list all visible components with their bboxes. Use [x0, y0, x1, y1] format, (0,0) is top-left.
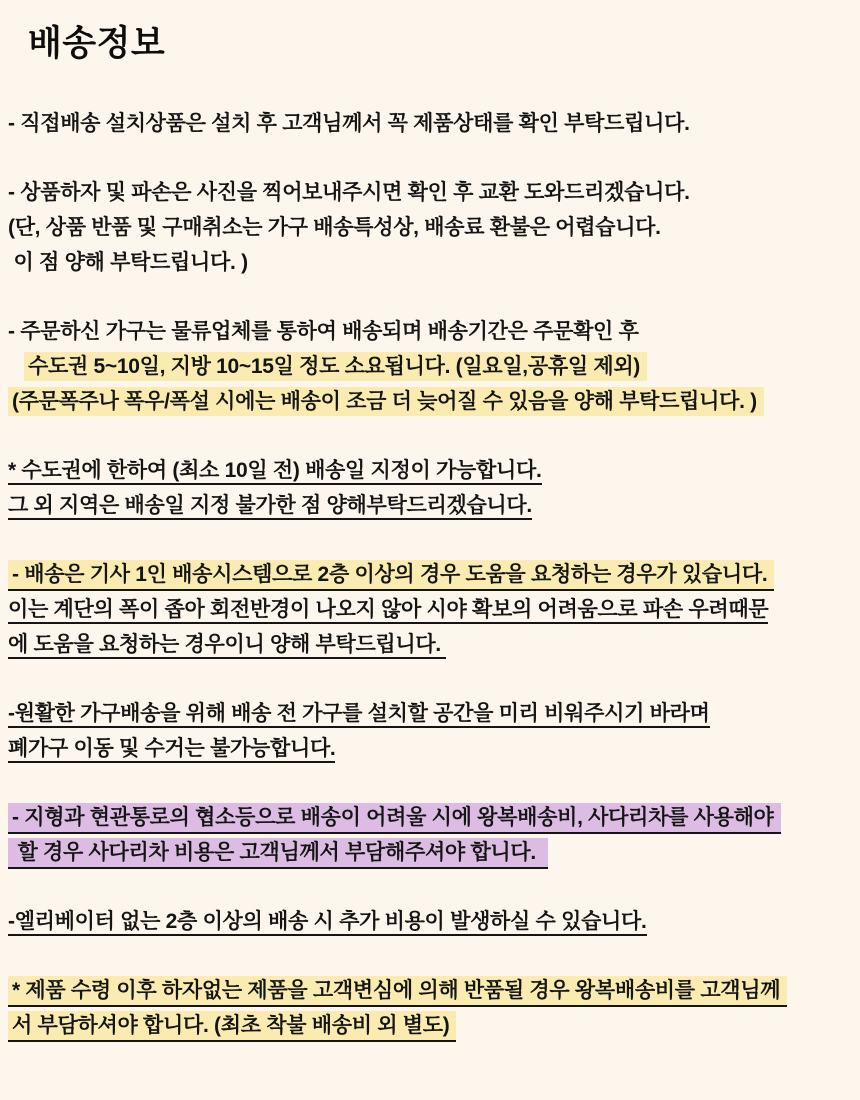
text-line — [8, 314, 854, 349]
text-run: 이 점 양해 부탁드립니다. ) — [8, 251, 248, 274]
text-line — [8, 384, 854, 419]
highlighted-underlined-text-run: * 제품 수령 이후 하자없는 제품을 고객변심에 의해 반품될 경우 왕복배송비를 고객님께 — [8, 976, 787, 1007]
text-line — [8, 245, 854, 280]
underlined-text-run: 그 외 지역은 배송일 지정 불가한 점 양해부탁드리겠습니다. — [8, 494, 532, 520]
text-line — [8, 349, 854, 384]
text-line — [8, 175, 854, 210]
page-title: 배송정보 — [28, 24, 166, 63]
text-line — [8, 1008, 854, 1043]
notice-body — [0, 66, 860, 1043]
text-run: - 직접배송 설치상품은 설치 후 고객님께서 꼭 제품상태를 확인 부탁드립니다. — [8, 112, 690, 135]
text-line — [8, 210, 854, 245]
para-space-preparation — [8, 696, 854, 766]
highlighted-underlined-text-run: 할 경우 사다리차 비용은 고객님께서 부담해주셔야 합니다. — [8, 838, 548, 869]
highlighted-underlined-text-run: - 배송은 기사 1인 배송시스템으로 2층 이상의 경우 도움을 요청하는 경우가 있습니다. — [8, 560, 774, 591]
text-line — [8, 696, 854, 731]
para-delivery-period — [8, 314, 854, 419]
para-delivery-date-designation — [8, 453, 854, 523]
para-direct-delivery-check — [8, 106, 854, 141]
text-line — [8, 731, 854, 766]
para-no-elevator-extra-cost — [8, 904, 854, 939]
text-line — [8, 973, 854, 1008]
text-line — [8, 453, 854, 488]
para-return-shipping-cost — [8, 973, 854, 1043]
para-defect-exchange — [8, 175, 854, 280]
underlined-text-run: 이는 계단의 폭이 좁아 회전반경이 나오지 않아 시야 확보의 어려움으로 파손 우려때문 — [8, 598, 768, 624]
text-run: - 주문하신 가구는 물류업체를 통하여 배송되며 배송기간은 주문확인 후 — [8, 320, 639, 343]
text-line — [8, 557, 854, 592]
highlighted-underlined-text-run: - 지형과 현관통로의 협소등으로 배송이 어려울 시에 왕복배송비, 사다리차를 사용해야 — [8, 803, 781, 834]
underlined-text-run: -엘리베이터 없는 2층 이상의 배송 시 추가 비용이 발생하실 수 있습니다. — [8, 910, 647, 936]
text-line — [8, 800, 854, 835]
text-line — [8, 592, 854, 627]
text-line — [8, 488, 854, 523]
highlighted-underlined-text-run: 서 부담하셔야 합니다. (최초 착불 배송비 외 별도) — [8, 1011, 456, 1042]
underlined-text-run: 폐가구 이동 및 수거는 불가능합니다. — [8, 737, 335, 763]
para-single-driver-delivery — [8, 557, 854, 662]
text-line — [8, 106, 854, 141]
text-run: (단, 상품 반품 및 구매취소는 가구 배송특성상, 배송료 환불은 어렵습니다. — [8, 216, 661, 239]
text-line — [8, 627, 854, 662]
highlighted-text-run: (주문폭주나 폭우/폭설 시에는 배송이 조금 더 늦어질 수 있음을 양해 부탁드립니다. ) — [8, 387, 764, 416]
underlined-text-run: -원활한 가구배송을 위해 배송 전 가구를 설치할 공간을 미리 비워주시기 바라며 — [8, 702, 710, 728]
underlined-text-run: * 수도권에 한하여 (최소 10일 전) 배송일 지정이 가능합니다. — [8, 459, 542, 485]
text-run: - 상품하자 및 파손은 사진을 찍어보내주시면 확인 후 교환 도와드리겠습니다. — [8, 181, 690, 204]
text-line — [8, 904, 854, 939]
para-ladder-truck-cost — [8, 800, 854, 870]
underlined-text-run: 에 도움을 요청하는 경우이니 양해 부탁드립니다. — [8, 633, 446, 659]
highlighted-text-run: 수도권 5~10일, 지방 10~15일 정도 소요됩니다. (일요일,공휴일 제외) — [24, 352, 647, 381]
text-line — [8, 835, 854, 870]
